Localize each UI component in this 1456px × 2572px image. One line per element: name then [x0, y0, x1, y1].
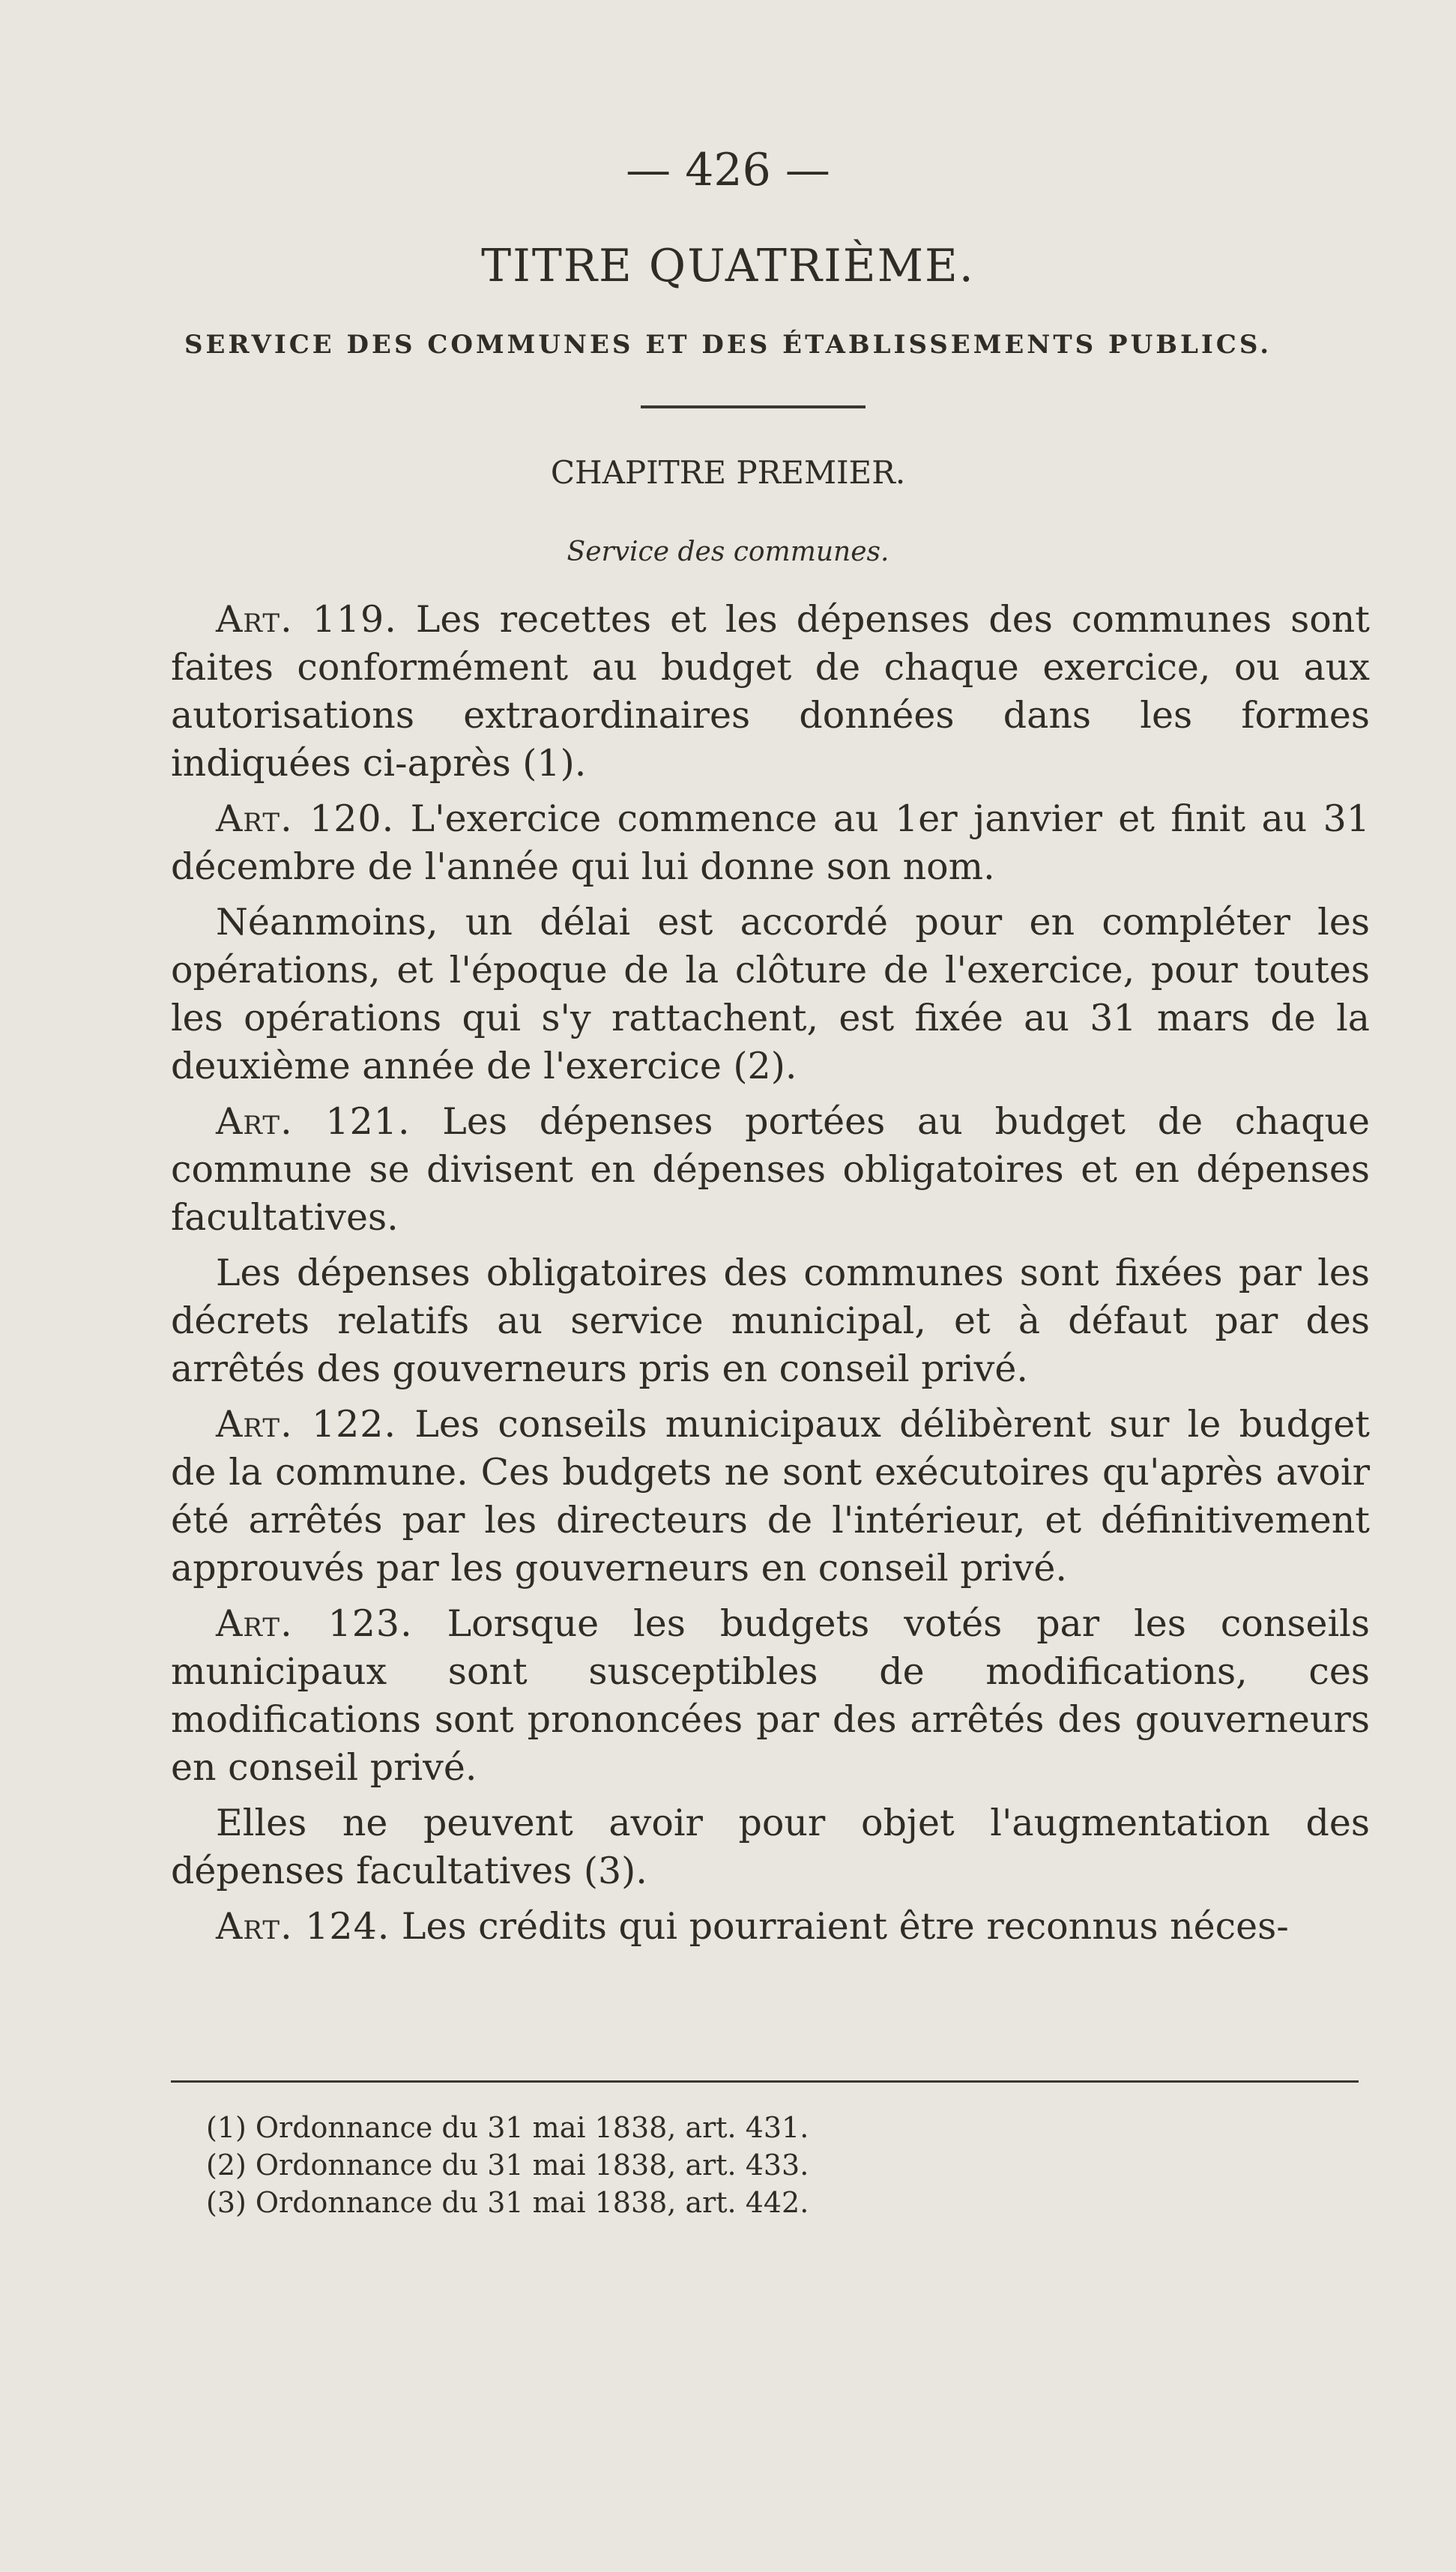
article-number: Art. 120. [216, 797, 395, 840]
paragraph: Néanmoins, un délai est accordé pour en compléter les opérations, et l'époque de la clôture de l'exercice, pour toutes les opérations qui s'y rattachent, est fixée au 31 mars de la deuxième année de l'exercice (2). [171, 901, 1370, 1087]
article-number: Art. 121. [216, 1100, 411, 1143]
footnotes [206, 2110, 1255, 2222]
footnote: (3) Ordonnance du 31 mai 1838, art. 442. [206, 2186, 809, 2219]
part-title: TITRE QUATRIÈME. [481, 240, 975, 292]
paragraph-art-119 [171, 596, 1370, 788]
article-number: Art. 122. [216, 1403, 397, 1446]
paragraph: Elles ne peuvent avoir pour objet l'augmentation des dépenses facultatives (3). [171, 1802, 1370, 1892]
paragraph-art-123 [171, 1600, 1370, 1792]
article-text: Lorsque les budgets votés par les conseils municipaux sont susceptibles de modifications, ces modifications sont prononcées par des arrêtés des gouverneurs en conseil privé. [171, 1602, 1371, 1789]
chapter-heading: CHAPITRE PREMIER. [550, 454, 906, 491]
paragraph-art-124 [171, 1903, 1370, 1951]
article-text: Les conseils municipaux délibèrent sur le budget de la commune. Ces budgets ne sont exécutoires qu'après avoir été arrêtés par les directeurs de l'intérieur, et définitivement approuvés par les gouverneurs en conseil privé. [171, 1403, 1370, 1590]
article-number: Art. 124. [216, 1905, 390, 1948]
article-text: Les recettes et les dépenses des communes sont faites conformément au budget de chaque exercice, ou aux autorisations extraordinaires données dans les formes indiquées ci-après (1). [171, 598, 1370, 785]
article-number: Art. 123. [216, 1602, 413, 1645]
article-text: L'exercice commence au 1er janvier et finit au 31 décembre de l'année qui lui donne son nom. [171, 797, 1370, 888]
page-number: — 426 — [626, 144, 830, 196]
article-text: Les dépenses portées au budget de chaque commune se divisent en dépenses obligatoires et en dépenses facultatives. [171, 1100, 1370, 1239]
footnote: (1) Ordonnance du 31 mai 1838, art. 431. [206, 2111, 809, 2144]
title-rule [641, 405, 866, 408]
paragraph: Les dépenses obligatoires des communes sont fixées par les décrets relatifs au service municipal, et à défaut par des arrêtés des gouverneurs pris en conseil privé. [171, 1252, 1370, 1390]
paragraph-art-121 [171, 1098, 1370, 1242]
article-text: Les crédits qui pourraient être reconnus néces- [390, 1905, 1289, 1948]
article-number: Art. 119. [216, 598, 397, 641]
footnote-rule [171, 2080, 1359, 2083]
paragraph-art-122 [171, 1401, 1370, 1593]
paragraph-art-120 [171, 795, 1370, 891]
part-subtitle: SERVICE DES COMMUNES ET DES ÉTABLISSEMENTS PUBLICS. [184, 330, 1272, 360]
footnote: (2) Ordonnance du 31 mai 1838, art. 433. [206, 2149, 809, 2182]
body-text [171, 596, 1370, 1958]
section-heading: Service des communes. [567, 537, 889, 567]
